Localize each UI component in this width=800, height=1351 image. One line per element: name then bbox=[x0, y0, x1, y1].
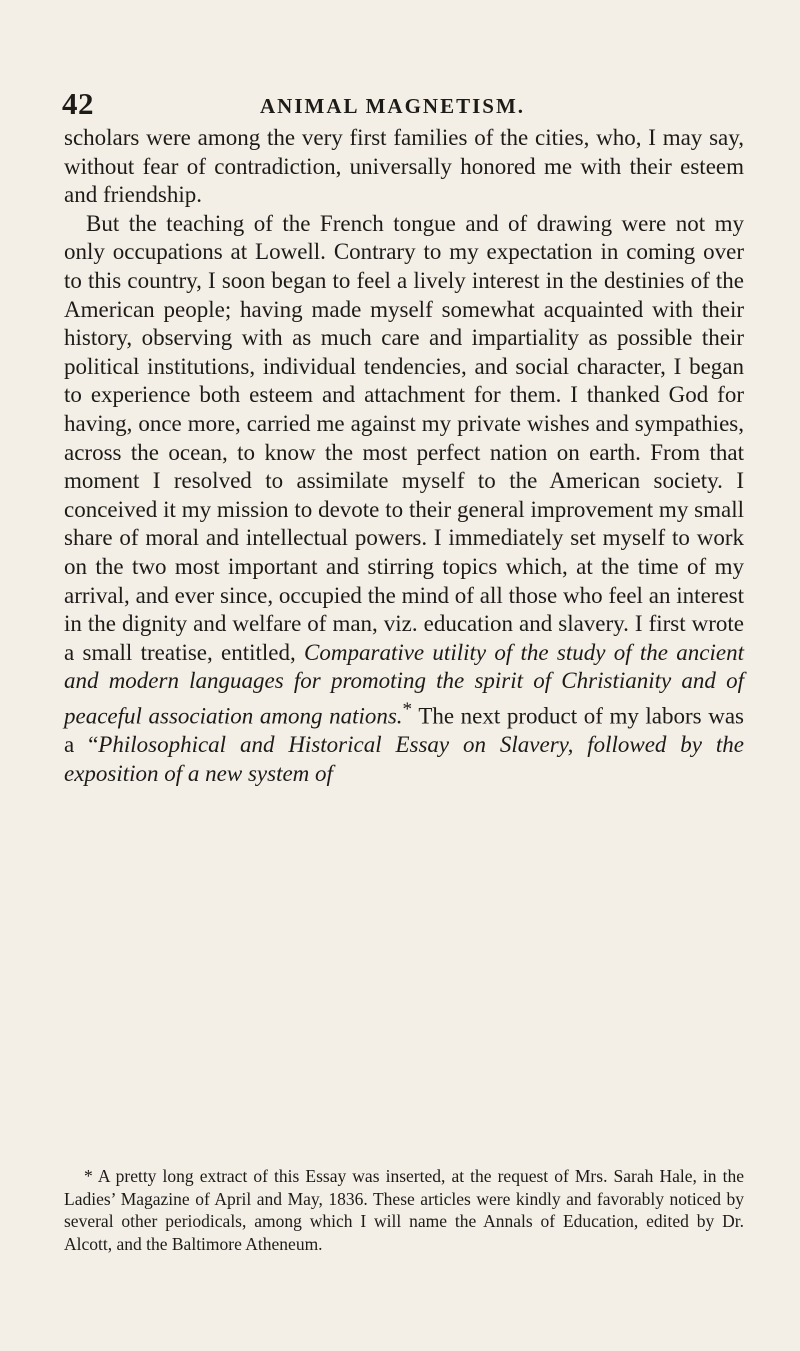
footnote: * A pretty long extract of this Essay was inserted, at the request of Mrs. Sarah Hale, in the Ladies’ Magazine of April and May, 1836. These articles were kindly and favorably noticed by several other periodicals, among which I will name the Annals of Education, edited by Dr. Alcott, and the Baltimore Atheneum. bbox=[64, 1166, 744, 1254]
paragraph-text-continued: The next product of my labors was a “ bbox=[64, 703, 744, 758]
page-number: 42 bbox=[62, 86, 94, 121]
page-header bbox=[62, 86, 742, 126]
main-text bbox=[64, 124, 744, 788]
footnote-marker: * bbox=[402, 698, 413, 720]
paragraph-continued: scholars were among the very first families of the cities, who, I may say, without fear of contradiction, universally honored me with their esteem and friendship. bbox=[64, 125, 744, 208]
running-head: ANIMAL MAGNETISM. bbox=[260, 94, 526, 118]
treatise-title: Comparative utility of the study of the ancient and modern languages for promoting the spirit of Christianity and of peaceful association among nations. bbox=[64, 639, 744, 729]
paragraph-text: But the teaching of the French tongue and of drawing were not my only occupations at Lowell. Contrary to my expectation in coming over to this country, I soon began to feel a lively interest in the destinies of the American people; having made myself somewhat acquainted with their history, observing with as much care and impartiality as possible their political institutions, individual tendencies, and social character, I began to experience both esteem and attachment for them. I thanked God for having, once more, carried me against my private wishes and sympathies, across the ocean, to know the most perfect nation on earth. From that moment I resolved to assimilate myself to the American society. I conceived it my mission to devote to their general improvement my small share of moral and intellectual powers. I immediately set myself to work on the two most important and stirring topics which, at the time of my arrival, and ever since, occupied the mind of all those who feel an interest in the dignity and welfare of man, viz. education and slavery. I first wrote a small treatise, entitled, bbox=[64, 210, 744, 665]
essay-title: Philosophical and Historical Essay on Slavery, followed by the exposition of a new system of bbox=[64, 732, 744, 786]
paragraph bbox=[64, 210, 744, 789]
